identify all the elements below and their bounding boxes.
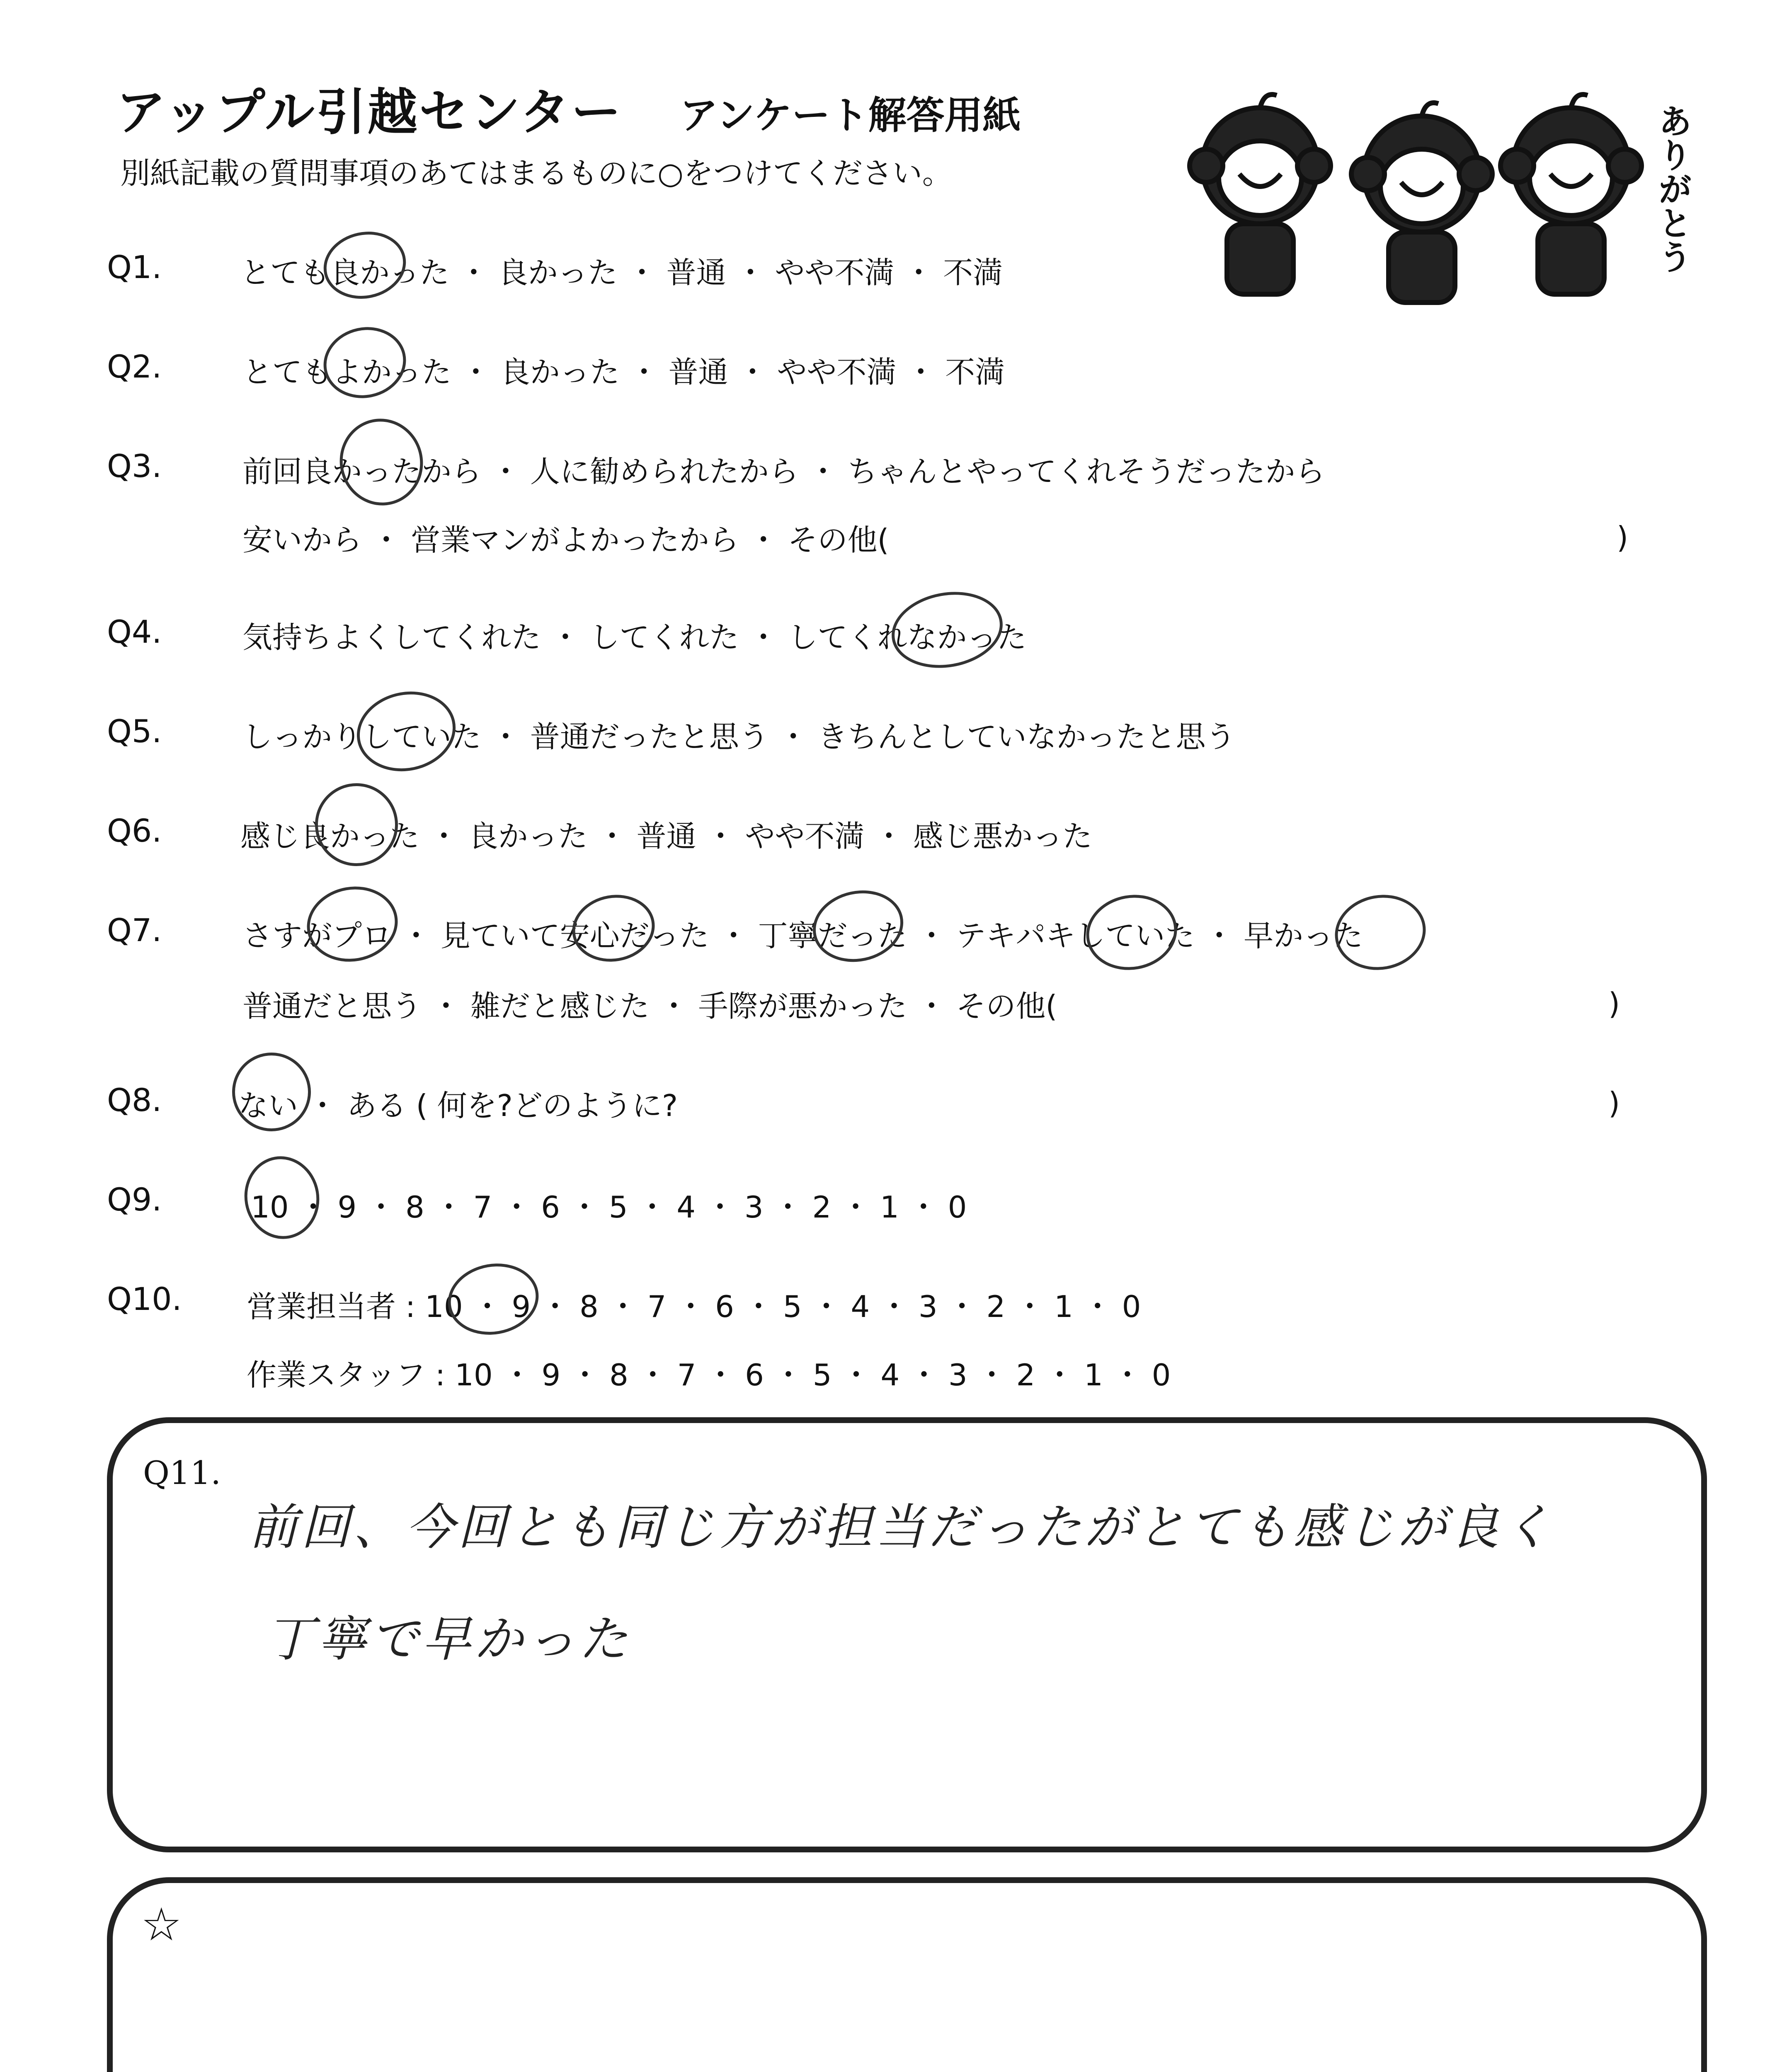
q10-label: Q10.	[107, 1280, 182, 1317]
answer-circle-q9	[238, 1150, 326, 1245]
answer-circle-q7-hayai	[1329, 888, 1432, 977]
q7-options-line2: 普通だと思う ・ 雑だと感じた ・ 手際が悪かった ・ その他(	[242, 989, 1057, 1024]
answer-circle-q7-pro	[301, 879, 404, 968]
star-icon: ☆	[141, 1898, 182, 1951]
q5-label: Q5.	[107, 713, 162, 750]
answer-circle-q10	[442, 1256, 544, 1342]
q6-options: 感じ良かった ・ 良かった ・ 普通 ・ やや不満 ・ 感じ悪かった	[240, 819, 1093, 854]
answer-circle-q5	[349, 683, 463, 780]
q7-label: Q7.	[107, 912, 162, 949]
q8-options: ない ・ ある ( 何を?どのように?	[238, 1088, 678, 1123]
q7-close-paren: )	[1608, 986, 1620, 1021]
q9-label: Q9.	[107, 1181, 162, 1218]
answer-circle-q7-teinei	[806, 882, 910, 970]
q3-label: Q3.	[107, 448, 162, 484]
q6-label: Q6.	[107, 812, 162, 849]
q10-staff-scale: 作業スタッフ : 10 ・ 9 ・ 8 ・ 7 ・ 6 ・ 5 ・ 4 ・ 3 ・ 2 ・ 1 ・ 0	[247, 1358, 1171, 1392]
answer-circle-q2	[317, 320, 413, 406]
q2-options: とてもよかった ・ 良かった ・ 普通 ・ やや不満 ・ 不満	[242, 355, 1005, 390]
q11-answer-line1: 前回、今回とも同じ方が担当だったがとても感じが良く	[249, 1498, 1555, 1556]
q11-answer-line2: 丁寧で早かった	[265, 1610, 631, 1668]
q4-options: 気持ちよくしてくれた ・ してくれた ・ してくれなかった	[242, 620, 1027, 655]
additional-comment-box[interactable]	[107, 1877, 1707, 2072]
q11-label: Q11.	[143, 1455, 221, 1492]
q3-options-line1: 前回良かったから ・ 人に勧められたから ・ ちゃんとやってくれそうだったから	[242, 454, 1325, 489]
form-subtitle: アンケート解答用紙	[680, 93, 1021, 138]
answer-circle-q7-tekipaki	[1080, 888, 1183, 977]
answer-circle-q7-anshin	[567, 888, 660, 968]
q3-options-line2: 安いから ・ 営業マンがよかったから ・ その他(	[242, 523, 889, 557]
q5-options: しっかりしていた ・ 普通だったと思う ・ きちんとしていなかったと思う	[242, 719, 1236, 754]
q8-close-paren: )	[1608, 1086, 1620, 1121]
monkey-mascot-icon	[1144, 75, 1704, 307]
q2-label: Q2.	[107, 348, 162, 385]
q8-label: Q8.	[107, 1082, 162, 1118]
form-instruction: 別紙記載の質問事項のあてはまるものに○をつけてください。	[120, 156, 952, 191]
q3-close-paren: )	[1617, 520, 1629, 555]
answer-circle-q1	[318, 224, 412, 306]
form-title: アップル引越センター	[116, 84, 623, 141]
answer-circle-q3	[330, 409, 433, 515]
answer-circle-q6	[308, 777, 405, 873]
q9-scale: 10 ・ 9 ・ 8 ・ 7 ・ 6 ・ 5 ・ 4 ・ 3 ・ 2 ・ 1 ・ 0	[251, 1190, 967, 1225]
q1-label: Q1.	[107, 249, 162, 286]
q1-options: とても良かった ・ 良かった ・ 普通 ・ やや不満 ・ 不満	[240, 255, 1003, 290]
q10-sales-scale: 営業担当者 : 10 ・ 9 ・ 8 ・ 7 ・ 6 ・ 5 ・ 4 ・ 3 ・ 2 ・ 1 ・ 0	[247, 1289, 1141, 1324]
q7-options-line1: さすがプロ ・ 見ていて安心だった ・ 丁寧だった ・ テキパキしていた ・ 早かった	[242, 918, 1363, 953]
q4-label: Q4.	[107, 613, 162, 650]
answer-circle-q4	[885, 583, 1009, 676]
mascot-thanks-text: ありがとう	[1653, 104, 1692, 274]
